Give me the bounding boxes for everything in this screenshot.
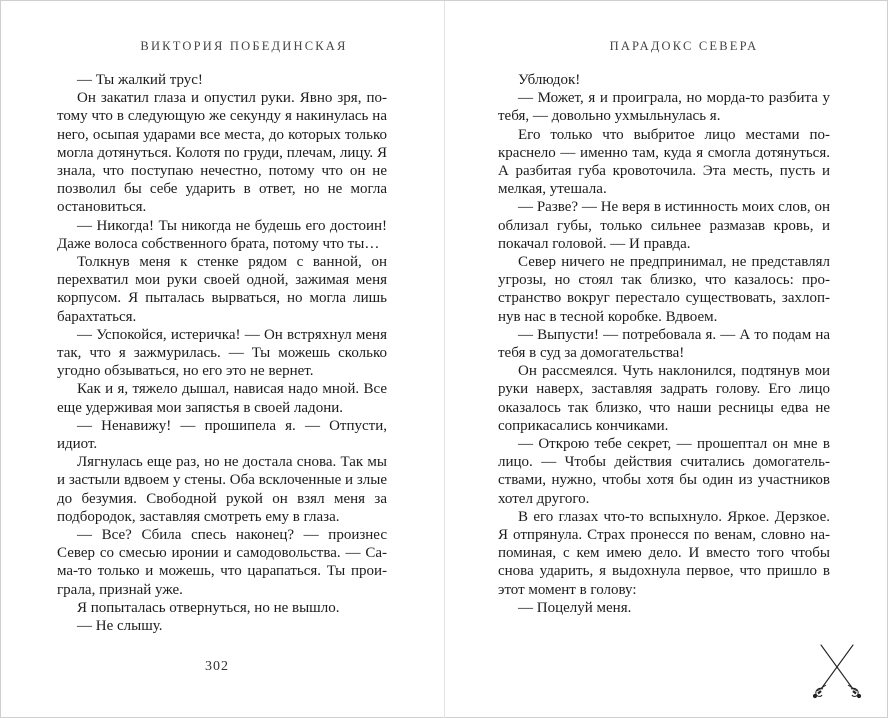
paragraph: Лягнулась еще раз, но не достала снова. Так мы и застыли вдвоем у стены. Оба всклоченные и злые до безумия. Свободной рукой он взял меня за подбородок, заставляя смотреть ему в глаза.: [57, 454, 387, 525]
paragraph: Я попыталась отвернуться, но не вышло.: [77, 599, 340, 616]
paragraph: — Не слышу.: [77, 618, 163, 635]
paragraph: Ублюдок!: [518, 72, 581, 88]
left-page-text: [57, 71, 387, 635]
paragraph: — Выпусти! — потребовала я. — А то подам на тебя в суд за домогательства!: [498, 326, 830, 362]
paragraph: Как и я, тяжело дышал, нависая надо мной. Все еще удерживая мои запястья в своей ладони.: [57, 381, 387, 416]
paragraph: Он закатил глаза и опустил руки. Явно зря, потому что в следующую же секунду я накинулась на него, осыпая ударами все места, до которых только могла дотянуться. Колотя по груди, плечам, лицу. Я знала, что поступаю нечестно, потому что он не позволил бы себе ударить в ответ, но не могла остановиться.: [57, 90, 387, 216]
paragraph: — Никогда! Ты никогда не будешь его достоин! Даже волоса собственного брата, потому что ты…: [57, 217, 387, 252]
paragraph: Он рассмеялся. Чуть наклонился, подтянув мои руки наверх, заставляя задрать голову. Его лицо оказалось так близко, что наши ресницы едва не соприкасались кончиками.: [498, 363, 830, 434]
right-page-text: [498, 71, 830, 617]
title-running-head: ПАРАДОКС СЕВЕРА: [609, 39, 759, 53]
paragraph: — Открою тебе секрет, — прошептал он мне в лицо. — Чтобы действия считались домогательствами, нужно, чтобы хотя бы один из участников хотел другого.: [498, 436, 830, 507]
paragraph: — Все? Сбила спесь наконец? — произнес Север со смесью иронии и самодовольства. — Сама-то только и можешь, что царапаться. Ты проиграла, признай уже.: [57, 527, 387, 598]
paragraph: Север ничего не предпринимал, не представлял угрозы, но стоял так близко, что казалось: пространство вокруг перестало существовать, захлопнув нас в тесной коробке. Вдвоем.: [498, 254, 830, 325]
page-number: 302: [205, 659, 229, 674]
crossed-swords-icon: [801, 635, 871, 705]
paragraph: — Поцелуй меня.: [518, 599, 632, 616]
paragraph: В его глазах что-то вспыхнуло. Яркое. Дерзкое. Я отпрянула. Страх пронесся по венам, словно напоминая, с кем имею дело. И вместо того чтобы снова ударить, я выдохнула первое, что пришло в этот момент в голову:: [498, 508, 830, 598]
paragraph: — Разве? — Не веря в истинность моих слов, он облизал губы, только сильнее размазав кровь, и покачал головой. — И правда.: [498, 199, 830, 252]
paragraph: — Ненавижу! — прошипела я. — Отпусти, идиот.: [57, 417, 387, 453]
paragraph: — Может, я и проиграла, но морда-то разбита у тебя, — довольно ухмыльнулась я.: [498, 90, 830, 125]
right-page: [445, 1, 888, 718]
paragraph: Толкнув меня к стенке рядом с ванной, он перехватил мои руки своей одной, зажимая меня корпусом. Я пыталась вырваться, но могла лишь барахтаться.: [57, 254, 387, 325]
paragraph: Его только что выбритое лицо местами покраснело — именно там, куда я смогла дотянуться. А разбитая губа кровоточила. Эта месть, пусть и мелкая, утешала.: [498, 126, 830, 198]
left-page: [1, 1, 444, 718]
author-running-head: ВИКТОРИЯ ПОБЕДИНСКАЯ: [140, 39, 348, 53]
paragraph: — Успокойся, истеричка! — Он встряхнул меня так, что я зажмурилась. — Ты можешь сколько угодно обзываться, но его это не вернет.: [57, 326, 387, 380]
paragraph: — Ты жалкий трус!: [77, 72, 203, 88]
